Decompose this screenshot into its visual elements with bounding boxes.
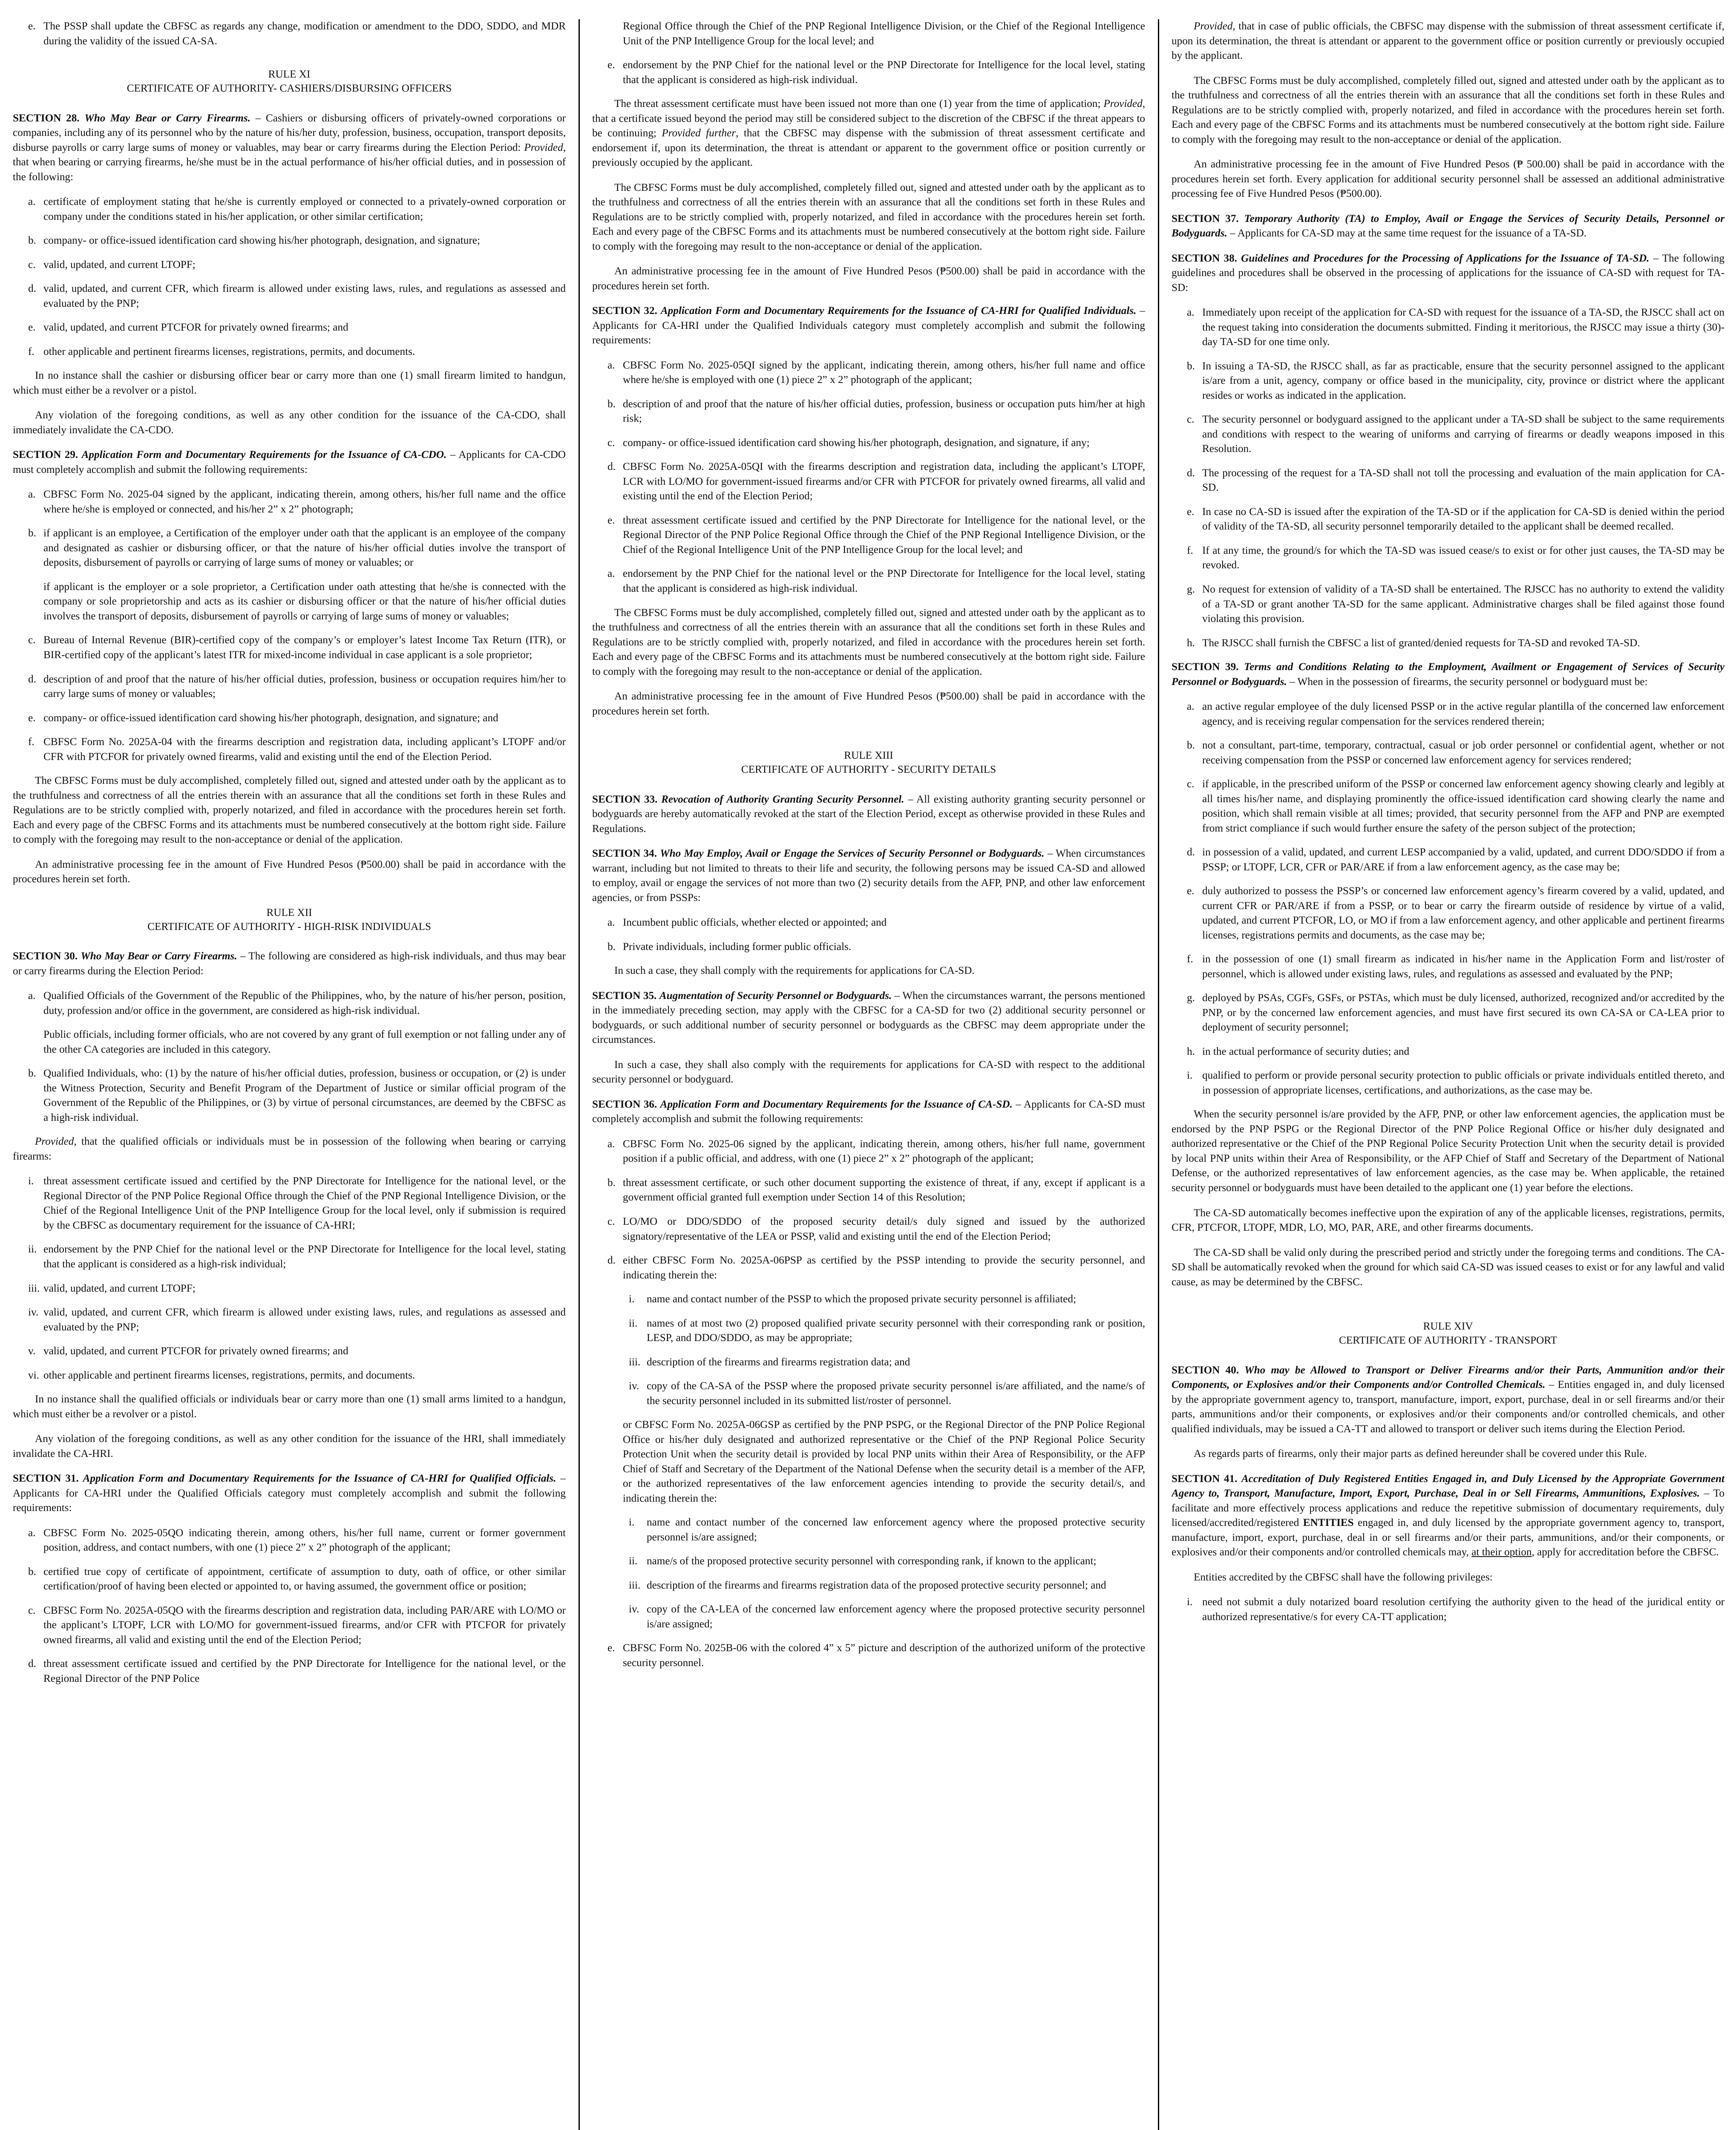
- list-item: iii. description of the firearms and firearms registration data; and: [629, 1356, 910, 1368]
- section-30-list: [13, 1174, 566, 1383]
- section-31-list: [13, 1526, 566, 1687]
- rule-subtitle: CERTIFICATE OF AUTHORITY - SECURITY DETAILS: [741, 764, 996, 776]
- list-item: a. Qualified Officials of the Government of the Republic of the Philippines, who, by the nature of his/her person, position, duty, profession and/or office in the government, are considered as high-risk individual.: [28, 990, 566, 1016]
- list-item: ii. endorsement by the PNP Chief for the national level or the PNP Directorate for Intelligence for the local level, stating that the applicant is considered as a high-risk individual;: [28, 1243, 566, 1270]
- paragraph: In such a case, they shall comply with the requirements for applications for CA-SD.: [614, 965, 975, 977]
- list-item: iv. valid, updated, and current CFR, which firearm is allowed under existing laws, rules, and regulations as assessed and evaluated by the PNP;: [28, 1307, 566, 1333]
- list-item: b. Qualified Individuals, who: (1) by the nature of his/her official duties, profession, business or occupation, or (2) is under the Witness Protection, Security and Benefit Program of the Department of Justice or similar official program of the Government of the Republic of the Philippines, or (3) by virtue of personal circumstances, are deemed by the CBFSC as a high-risk individual.: [28, 1068, 566, 1123]
- paragraph: In no instance shall the qualified officials or individuals bear or carry more than one (1) small arms limited to a handgun, which must either be a revolver or a pistol.: [13, 1393, 566, 1420]
- paragraph: Provided, that in case of public officials, the CBFSC may dispense with the submission of threat assessment certificate if, upon its determination, the threat is attendant or apparent to the government office or position currently or previously occupied by the applicant.: [1172, 20, 1724, 62]
- section-36-list: [592, 1137, 1145, 1283]
- list-item: c. if applicable, in the prescribed uniform of the PSSP or concerned law enforcement agency showing clearly and legibly at all times his/her name, and displaying prominently the office-issued identification card showing clearly the name and position, which shall remain visible at all times; provided, that security personnel from the AFP and PNP are exempted from strict compliance if such would further ensure the safety of the person subject of the protection;: [1187, 778, 1724, 834]
- section-30: SECTION 30. Who May Bear or Carry Firearms. – The following are considered as high-risk individuals, and thus may bear or carry firearms during the Election Period:: [13, 950, 566, 977]
- paragraph: The CBFSC Forms must be duly accomplished, completely filled out, signed and attested under oath by the applicant as to the truthfulness and correctness of all the entries therein with an assurance that all the conditions set forth in these Rules and Regulations are to be strictly complied with, properly notarized, and filed in accordance with the procedures herein set forth. Each and every page of the CBFSC Forms and its attachments must be numbered consecutively at the bottom right side. Failure to comply with the foregoing may result to the non-acceptance or denial of the application.: [592, 607, 1145, 677]
- section-41: SECTION 41. Accreditation of Duly Registered Entities Engaged in, and Duly Licensed by the Appropriate Government Agency to, Transport, Manufacture, Import, Export, Purchase, Deal in or Sell Firearms, Ammunitions, Explosives. – To facilitate and more effectively process applications and reduce the repetitive submission of documentary requirements, duly licensed/accredited/registered ENTITIES engaged in, and duly licensed by the appropriate government agency to, transport, manufacture, import, export, purchase, deal in or sell firearms and/or their parts, ammunitions, and/or their components, or explosives and/or their components and/or controlled chemicals may, at their option, apply for accreditation before the CBFSC.: [1172, 1473, 1724, 1558]
- rule-title: RULE XIV: [1423, 1321, 1473, 1333]
- column-2: [592, 19, 1145, 2130]
- list-item: a. CBFSC Form No. 2025-04 signed by the applicant, indicating therein, among others, his/her full name and the office where he/she is employed or connected, and his/her 2” x 2” photograph;: [28, 489, 566, 515]
- paragraph: The CBFSC Forms must be duly accomplished, completely filled out, signed and attested under oath by the applicant as to the truthfulness and correctness of all the entries therein with an assurance that all the conditions set forth in these Rules and Regulations are to be strictly complied with, properly notarized, and filed in accordance with the procedures herein set forth. Each and every page of the CBFSC Forms and its attachments must be numbered consecutively at the bottom right side. Failure to comply with the foregoing may result to the non-acceptance or denial of the application.: [1172, 75, 1724, 145]
- section-32: SECTION 32. Application Form and Documentary Requirements for the Issuance of CA-HRI for Qualified Individuals. – Applicants for CA-HRI under the Qualified Individuals category must completely accomplish and submit the following requirements:: [592, 305, 1145, 346]
- list-item: i. need not submit a duly notarized board resolution certifying the authority given to the head of the juridical entity or authorized representative/s for every CA-TT application;: [1187, 1596, 1724, 1623]
- list-item: v. valid, updated, and current PTCFOR for privately owned firearms; and: [28, 1345, 348, 1357]
- list-item: a. endorsement by the PNP Chief for the national level or the PNP Directorate for Intelligence for the local level, stating that the applicant is considered as high-risk individual.: [607, 568, 1145, 594]
- section-29-list-cont: [13, 633, 566, 764]
- section-34-list: [592, 915, 1145, 954]
- rule-heading: [1172, 1319, 1724, 1348]
- section-40: SECTION 40. Who may be Allowed to Transport or Deliver Firearms and/or their Parts, Ammunition and/or their Components, or Explosives and/or their Components and/or Controlled Chemicals. – Entities engaged in, and duly licensed by the appropriate government agency to, transport, manufacture, import, export, purchase, deal in or sell firearms and/or their parts, ammunitions and/or their components, or explosives and/or their components and/or controlled chemicals, and other qualified individuals, may be issued a CA-TT and allowed to transport or deliver such items during the Election Period.: [1172, 1364, 1724, 1435]
- column-divider: [579, 19, 580, 2130]
- section-31: SECTION 31. Application Form and Documentary Requirements for the Issuance of CA-HRI for Qualified Officials. – Applicants for CA-HRI under the Qualified Officials category must completely accomplish and submit the following requirements:: [13, 1473, 566, 1514]
- list-item: f. CBFSC Form No. 2025A-04 with the firearms description and registration data, including applicant’s LTOPF and/or CFR with PTCFOR for privately owned firearms, valid and existing until the end of the Election Period.: [28, 736, 566, 763]
- paragraph: As regards parts of firearms, only their major parts as defined hereunder shall be covered under this Rule.: [1194, 1448, 1647, 1460]
- paragraph: An administrative processing fee in the amount of Five Hundred Pesos (₱500.00) shall be paid in accordance with the procedures herein set forth.: [592, 265, 1145, 292]
- list-item: b. threat assessment certificate, or such other document supporting the existence of threat, if any, except if applicant is a government official granted full exemption under Section 14 of this Resolution;: [607, 1177, 1145, 1203]
- paragraph: The CA-SD shall be valid only during the prescribed period and strictly under the foregoing terms and conditions. The CA-SD shall be automatically revoked when the ground for which said CA-SD was issued ceases to exist or for any lawful and valid cause, as may be determined by the CBFSC.: [1172, 1246, 1724, 1288]
- column-divider: [1158, 19, 1159, 2130]
- list-item: ii. name/s of the proposed protective security personnel with corresponding rank, if known to the applicant;: [629, 1555, 1097, 1567]
- list-item: e. CBFSC Form No. 2025B-06 with the colored 4” x 5” picture and description of the authorized uniform of the protective security personnel.: [607, 1642, 1145, 1669]
- section-38: SECTION 38. Guidelines and Procedures for the Processing of Applications for the Issuance of TA-SD. – The following guidelines and procedures shall be observed in the processing of applications for the issuance of CA-SD with request for TA-SD:: [1172, 252, 1724, 294]
- rule-subtitle: CERTIFICATE OF AUTHORITY - TRANSPORT: [1339, 1335, 1557, 1347]
- paragraph: Entities accredited by the CBFSC shall have the following privileges:: [1194, 1571, 1493, 1583]
- list-item: iii. valid, updated, and current LTOPF;: [28, 1282, 196, 1294]
- paragraph: An administrative processing fee in the amount of Five Hundred Pesos (₱500.00) shall be paid in accordance with the procedures herein set forth.: [592, 691, 1145, 717]
- list-item: iv. copy of the CA-LEA of the concerned law enforcement agency where the proposed protective security personnel is/are assigned;: [629, 1603, 1145, 1630]
- list-item: vi. other applicable and pertinent firearms licenses, registrations, permits, and documents.: [28, 1369, 415, 1381]
- list-item: c. The security personnel or bodyguard assigned to the applicant under a TA-SD shall be subject to the same requirements and conditions with respect to the wearing of uniforms and carrying of firearms or deadly weapons imposed in this Resolution.: [1187, 414, 1724, 455]
- column-1: [13, 19, 566, 2130]
- list-item: b. description of and proof that the nature of his/her official duties, profession, business or occupation puts him/her at high risk;: [607, 398, 1145, 425]
- list-item: e. The PSSP shall update the CBFSC as regards any change, modification or amendment to the DDO, SDDO, and MDR during the validity of the issued CA-SA.: [28, 20, 566, 47]
- list-item: b. not a consultant, part-time, temporary, contractual, casual or job order personnel or confidential agent, whether or not receiving compensation from the PSSP or concerned law enforcement agency for services rendered;: [1187, 740, 1724, 766]
- list-item: a. Incumbent public officials, whether elected or appointed; and: [607, 917, 887, 929]
- paragraph: The CA-SD automatically becomes ineffective upon the expiration of any of the applicable licenses, registrations, permits, CFR, PTCFOR, LTOPF, MDR, LO, MO, PAR, ARE, and other firearms documents.: [1172, 1207, 1724, 1234]
- list-item: i. qualified to perform or provide personal security protection to public officials or private individuals entitled thereto, and in possession of appropriate licenses, certifications, and authorizations, as the case may be.: [1187, 1070, 1724, 1096]
- list-item: c. company- or office-issued identification card showing his/her photograph, designation, and signature, if any;: [607, 437, 1090, 449]
- paragraph: Any violation of the foregoing conditions, as well as any other condition for the issuance of the HRI, shall immediately invalidate the CA-HRI.: [13, 1433, 566, 1459]
- paragraph: The threat assessment certificate must have been issued not more than one (1) year from the time of application; Provided, that a certificate issued beyond the period may still be considered subject to the discretion of the CBFSC if the threat appears to be continuing; Provided further, that the CBFSC may dispense with the submission of threat assessment certificate and endorsement if, upon its determination, the threat is attendant or apparent to the government office or position currently or previously occupied by the applicant.: [592, 98, 1145, 169]
- paragraph: An administrative processing fee in the amount of Five Hundred Pesos (₱ 500.00) shall be paid in accordance with the procedures herein set forth. Every application for additional security personnel shall be assessed an additional administrative processing fee of Five Hundred Pesos (₱500.00).: [1172, 158, 1724, 200]
- column-3: [1172, 19, 1724, 2130]
- list-item: a. CBFSC Form No. 2025-05QO indicating therein, among others, his/her full name, current or former government position, address, and contact numbers, with one (1) piece 2” x 2” photograph of the applicant;: [28, 1527, 566, 1554]
- paragraph: or CBFSC Form No. 2025A-06GSP as certified by the PNP PSPG, or the Regional Director of the PNP Police Regional Office or his/her duly designated and authorized representative or the Chief of the PNP Regional Police Security Protection Unit when the security detail is provided by local PNP units within their Area of Responsibility, or the AFP Chief of Staff and Secretary of the Department of the National Defense when the security detail is a member of the AFP, or the authorized representatives of the law enforcement agencies intending to provide the security detail/s, and indicating therein the:: [623, 1419, 1145, 1504]
- rule-heading: [13, 67, 566, 96]
- list-item: d. either CBFSC Form No. 2025A-06PSP as certified by the PSSP intending to provide the security personnel, and indicating therein the:: [607, 1255, 1145, 1281]
- rule-title: RULE XI: [268, 69, 311, 81]
- list-item: e. threat assessment certificate issued and certified by the PNP Directorate for Intelligence for the national level, or the Regional Director of the PNP Police Regional Office through the Chief of the PNP Regional Intelligence Division, or the Chief of the Regional Intelligence Unit of the PNP Intelligence Group for the local level; and: [607, 514, 1145, 556]
- list-item: f. If at any time, the ground/s for which the TA-SD was issued cease/s to exist or for other just causes, the TA-SD may be revoked.: [1187, 544, 1724, 571]
- list-item: iii. description of the firearms and firearms registration data of the proposed protective security personnel; and: [629, 1579, 1106, 1591]
- rule-heading: [13, 906, 566, 934]
- paragraph: Any violation of the foregoing conditions, as well as any other condition for the issuance of the CA-CDO, shall immediately invalidate the CA-CDO.: [13, 409, 566, 436]
- rule-title: RULE XII: [266, 907, 312, 918]
- section-36: SECTION 36. Application Form and Documentary Requirements for the Issuance of CA-SD. – Applicants for CA-SD must completely accomplish and submit the following requirements:: [592, 1098, 1145, 1125]
- paragraph: In no instance shall the cashier or disbursing officer bear or carry more than one (1) small firearm limited to handgun, which must either be a revolver or a pistol.: [13, 370, 566, 396]
- list-item: d. in possession of a valid, updated, and current LESP accompanied by a valid, updated, and current DDO/SDDO if from a PSSP; or LTOPF, LCR, CFR or PAR/ARE if from a law enforcement agency, as the case may be;: [1187, 846, 1724, 873]
- list-item: h. The RJSCC shall furnish the CBFSC a list of granted/denied requests for TA-SD and revoked TA-SD.: [1187, 637, 1640, 649]
- list-item: b. company- or office-issued identification card showing his/her photograph, designation, and signature;: [28, 235, 480, 247]
- section-32-list: [592, 358, 1145, 596]
- paragraph: Regional Office through the Chief of the PNP Regional Intelligence Division, or the Chief of the Regional Intelligence Unit of the PNP Intelligence Group for the local level; and: [623, 20, 1145, 47]
- rule-subtitle: CERTIFICATE OF AUTHORITY- CASHIERS/DISBURSING OFFICERS: [127, 83, 452, 95]
- rule-title: RULE XIII: [844, 750, 893, 762]
- list-item: d. threat assessment certificate issued and certified by the PNP Directorate for Intelligence for the national level, or the Regional Director of the PNP Police: [28, 1658, 566, 1684]
- section-29-list: [13, 487, 566, 570]
- list-item: a. an active regular employee of the duly licensed PSSP or in the active regular plantilla of the concerned law enforcement agency, and is receiving regular compensation for the services rendered therein;: [1187, 701, 1724, 727]
- list-item: g. No request for extension of validity of a TA-SD shall be entertained. The RJSCC has no authority to extend the validity of a TA-SD or grant another TA-SD for the same applicant. Administrative charges shall be filed against those found violating this provision.: [1187, 583, 1724, 625]
- list-item: h. in the actual performance of security duties; and: [1187, 1045, 1410, 1057]
- list-item: b. certified true copy of certificate of appointment, certificate of assumption to duty, oath of office, or other similar certification/proof of having been elected or appointed to, or having assumed, the government office or position;: [28, 1566, 566, 1592]
- paragraph: if applicant is the employer or a sole proprietor, a Certification under oath attesting that he/she is connected with the company or sole proprietorship and acts as its cashier or disbursing officer or that the nature of his/her official duties involves the transport of deposits, disbursement of payrolls or carrying of large sums of money or valuables;: [43, 581, 566, 622]
- list-item: d. The processing of the request for a TA-SD shall not toll the processing and evaluation of the main application for CA-SD.: [1187, 467, 1724, 494]
- list-item: i. name and contact number of the PSSP to which the proposed private security personnel is affiliated;: [629, 1293, 1076, 1305]
- list-item: e. company- or office-issued identification card showing his/her photograph, designation, and signature; and: [28, 712, 498, 724]
- list-item: ii. names of at most two (2) proposed qualified private security personnel with their corresponding rank or position, LESP, and DDO/SDDO, as may be appropriate;: [629, 1317, 1145, 1344]
- section-29: SECTION 29. Application Form and Documentary Requirements for the Issuance of CA-CDO. – Applicants for CA-CDO must completely accomplish and submit the following requirements:: [13, 449, 566, 475]
- list-item: a. certificate of employment stating that he/she is currently employed or connected to a privately-owned corporation or company under the conditions stated in his/her application, or other similar certification;: [28, 196, 566, 222]
- list-item: a. CBFSC Form No. 2025-06 signed by the applicant, indicating therein, among others, his/her full name, government position if a public official, and address, with one (1) piece 2” x 2” photograph of the applicant;: [607, 1138, 1145, 1165]
- list-item: g. deployed by PSAs, CGFs, GSFs, or PSTAs, which must be duly licensed, authorized, recognized and/or accredited by the PNP, or by the concerned law enforcement agencies, and must have first secured its own CA-SA or CA-LEA prior to deployment of security personnel;: [1187, 992, 1724, 1033]
- list-item: d. CBFSC Form No. 2025A-05QI with the firearms description and registration data, including the applicant’s LTOPF, LCR with LO/MO for government-issued firearms and/or CFR with PTCFOR for privately owned firearms, all valid and existing until the end of the Election Period;: [607, 461, 1145, 502]
- section-36-d-list: [592, 1292, 1145, 1408]
- paragraph: An administrative processing fee in the amount of Five Hundred Pesos (₱500.00) shall be paid in accordance with the procedures herein set forth.: [13, 858, 566, 885]
- rule-heading: [592, 748, 1145, 777]
- paragraph: The CBFSC Forms must be duly accomplished, completely filled out, signed and attested under oath by the applicant as to the truthfulness and correctness of all the entries therein with an assurance that all the conditions set forth in these Rules and Regulations are to be strictly complied with, properly notarized, and filed in accordance with the procedures herein set forth. Each and every page of the CBFSC Forms and its attachments must be numbered consecutively at the bottom right side. Failure to comply with the foregoing may result to the non-acceptance or denial of the application.: [13, 775, 566, 846]
- list-item: c. CBFSC Form No. 2025A-05QO with the firearms description and registration data, including PAR/ARE with LO/MO or the applicant’s LTOPF, LCR with LO/MO for government-issued firearms, and/or CFR with PTCFOR for privately owned firearms, all valid and existing until the end of the Election Period;: [28, 1604, 566, 1646]
- rule-subtitle: CERTIFICATE OF AUTHORITY - HIGH-RISK INDIVIDUALS: [147, 921, 431, 933]
- section-28: SECTION 28. Who May Bear or Carry Firearms. – Cashiers or disbursing officers of privately-owned corporations or companies, including any of its personnel who by the nature of his/her duty, profession, business, occupation, transport deposits, disburse payrolls or carry large sums of money or valuables, may bear or carry firearms during the Election Period: Provided, that when bearing or carrying firearms, he/she must be in the actual performance of his/her official duties, and in possession of the following:: [13, 112, 566, 183]
- list-item: e. valid, updated, and current PTCFOR for privately owned firearms; and: [28, 322, 348, 334]
- paragraph: In such a case, they shall also comply with the requirements for applications for CA-SD with respect to the additional security personnel or bodyguard.: [592, 1059, 1145, 1085]
- paragraph: The CBFSC Forms must be duly accomplished, completely filled out, signed and attested under oath by the applicant as to the truthfulness and correctness of all the entries therein with an assurance that all the conditions set forth in these Rules and Regulations are to be strictly complied with, properly notarized, and filed in accordance with the procedures herein set forth. Each and every page of the CBFSC Forms and its attachments must be numbered consecutively at the bottom right side. Failure to comply with the foregoing may result to the non-acceptance or denial of the application.: [592, 181, 1145, 252]
- list-item: e. endorsement by the PNP Chief for the national level or the PNP Directorate for Intelligence for the local level, stating that the applicant is considered as high-risk individual.: [607, 59, 1145, 86]
- list-item: c. LO/MO or DDO/SDDO of the proposed security detail/s duly signed and issued by the authorized signatory/representative of the LEA or PSSP, valid and existing until the end of the Election Period;: [607, 1215, 1145, 1242]
- section-39: SECTION 39. Terms and Conditions Relating to the Employment, Availment or Engagement of Services of Security Personnel or Bodyguards. – When in the possession of firearms, the security personnel or bodyguard must be:: [1172, 661, 1724, 688]
- list-item: b. if applicant is an employee, a Certification of the employer under oath that the applicant is an employee of the company and designated as cashier or disbursing officer, or that the nature of his/her official duties involve the transport of deposits, disbursement of payrolls or carrying of large sums of money or valuables; or: [28, 527, 566, 569]
- list-item: a. Immediately upon receipt of the application for CA-SD with request for the issuance of a TA-SD, the RJSCC shall act on the request taking into consideration the documents submitted. Finding it meritorious, the RJSCC may issue a thirty (30)-day TA-SD for one time only.: [1187, 307, 1724, 348]
- paragraph: When the security personnel is/are provided by the AFP, PNP, or other law enforcement agencies, the application must be endorsed by the PNP PSPG or the Regional Director of the PNP Police Regional Office or his/her duly designated and authorized representative or the Chief of the PNP Regional Police Security Protection Unit when the security detail is provided by local PNP units within their Area of Responsibility, or the AFP Chief of Staff and Secretary of the Department of National Defense, or the authorized representatives of law enforcement agencies, as the case may be. When applicable, the retained security personnel or bodyguards must have been detailed to the applicant one (1) year before the elections.: [1172, 1108, 1724, 1194]
- section-28-list: [13, 195, 566, 359]
- paragraph: Public officials, including former officials, who are not covered by any grant of full exemption or not falling under any of the other CA categories are included in this category.: [43, 1029, 566, 1055]
- list-item: f. in the possession of one (1) small firearm as indicated in his/her name in the Application Form and list/roster of personnel, which is allowed under existing laws, rules, and regulations as assessed and evaluated by the PNP;: [1187, 953, 1724, 980]
- list-item: iv. copy of the CA-SA of the PSSP where the proposed private security personnel is/are affiliated, and the name/s of the security personnel included in its submitted list/roster of personnel.: [629, 1380, 1145, 1407]
- section-37: SECTION 37. Temporary Authority (TA) to Employ, Avail or Engage the Services of Security Details, Personnel or Bodyguards. – Applicants for CA-SD may at the same time request for the issuance of a TA-SD.: [1172, 213, 1724, 239]
- section-38-list: [1172, 305, 1724, 651]
- list-item: b. Private individuals, including former public officials.: [607, 941, 852, 953]
- list-item: c. Bureau of Internal Revenue (BIR)-certified copy of the company’s or employer’s latest Income Tax Return (ITR), or BIR-certified copy of the applicant’s latest ITR for mixed-income individual in case applicant is a sole proprietor;: [28, 634, 566, 661]
- list-item: e. duly authorized to possess the PSSP’s or concerned law enforcement agency’s firearm covered by a valid, updated, and current CFR or PAR/ARE if from a PSSP, or to bear or carry the firearm outside of residence by virtue of a valid, updated, and current PTCFOR, LO, or MO if from a law enforcement agency, and other applicable and pertinent firearms licenses, registrations permits and documents, as the case may be;: [1187, 885, 1724, 941]
- list-item: f. other applicable and pertinent firearms licenses, registrations, permits, and documents.: [28, 345, 415, 357]
- list-item: a. CBFSC Form No. 2025-05QI signed by the applicant, indicating therein, among others, his/her full name and office where he/she is employed with one (1) piece 2” x 2” photograph of the applicant;: [607, 359, 1145, 386]
- list-item: i. name and contact number of the concerned law enforcement agency where the proposed protective security personnel is/are assigned;: [629, 1517, 1145, 1543]
- section-36-or-list: [592, 1515, 1145, 1632]
- list-item: b. In issuing a TA-SD, the RJSCC shall, as far as practicable, ensure that the security personnel assigned to the applicant is/are from a unit, agency, company or office based in the municipality, city, province or district where the applicant resides or works as indicated in the application.: [1187, 360, 1724, 401]
- paragraph: Provided, that the qualified officials or individuals must be in possession of the following when bearing or carrying firearms:: [13, 1136, 566, 1162]
- list-item: e. In case no CA-SD is issued after the expiration of the TA-SD or if the application for CA-SD is denied within the period of validity of the TA-SD, all security personnel temporarily detailed to the applicant shall be deemed recalled.: [1187, 506, 1724, 532]
- section-35: SECTION 35. Augmentation of Security Personnel or Bodyguards. – When the circumstances warrant, the persons mentioned in the immediately preceding section, may apply with the CBFSC for a CA-SD for two (2) additional security personnel or bodyguards, or such additional number of security personnel or bodyguards as the CBFSC may deem appropriate under the circumstances.: [592, 990, 1145, 1046]
- list-item: c. valid, updated, and current LTOPF;: [28, 259, 196, 271]
- list-item: d. description of and proof that the nature of his/her official duties, profession, business or occupation requires him/her to carry large sums of money or valuables;: [28, 673, 566, 700]
- section-34: SECTION 34. Who May Employ, Avail or Engage the Services of Security Personnel or Bodyguards. – When circumstances warrant, including but not limited to threats to their life and security, the following persons may be issued CA-SD and allowed to employ, avail or engage the services of not more than two (2) security details from the AFP, PNP, and other law enforcement agencies, or from PSSPs:: [592, 848, 1145, 904]
- section-39-list: [1172, 699, 1724, 1098]
- list-item: i. threat assessment certificate issued and certified by the PNP Directorate for Intelligence for the national level, or the Regional Director of the PNP Police Regional Office through the Chief of the PNP Regional Intelligence Division, or the Chief of the Regional Intelligence Unit of the PNP Intelligence Group for the local level, only if submission is required by the CBFSC as documentary requirement for the issuance of CA-HRI;: [28, 1175, 566, 1231]
- section-33: SECTION 33. Revocation of Authority Granting Security Personnel. – All existing authority granting security personnel or bodyguards are hereby automatically revoked at the start of the Election Period, except as otherwise provided in these Rules and Regulations.: [592, 793, 1145, 835]
- list-item: d. valid, updated, and current CFR, which firearm is allowed under existing laws, rules, and regulations as assessed and evaluated by the PNP;: [28, 283, 566, 309]
